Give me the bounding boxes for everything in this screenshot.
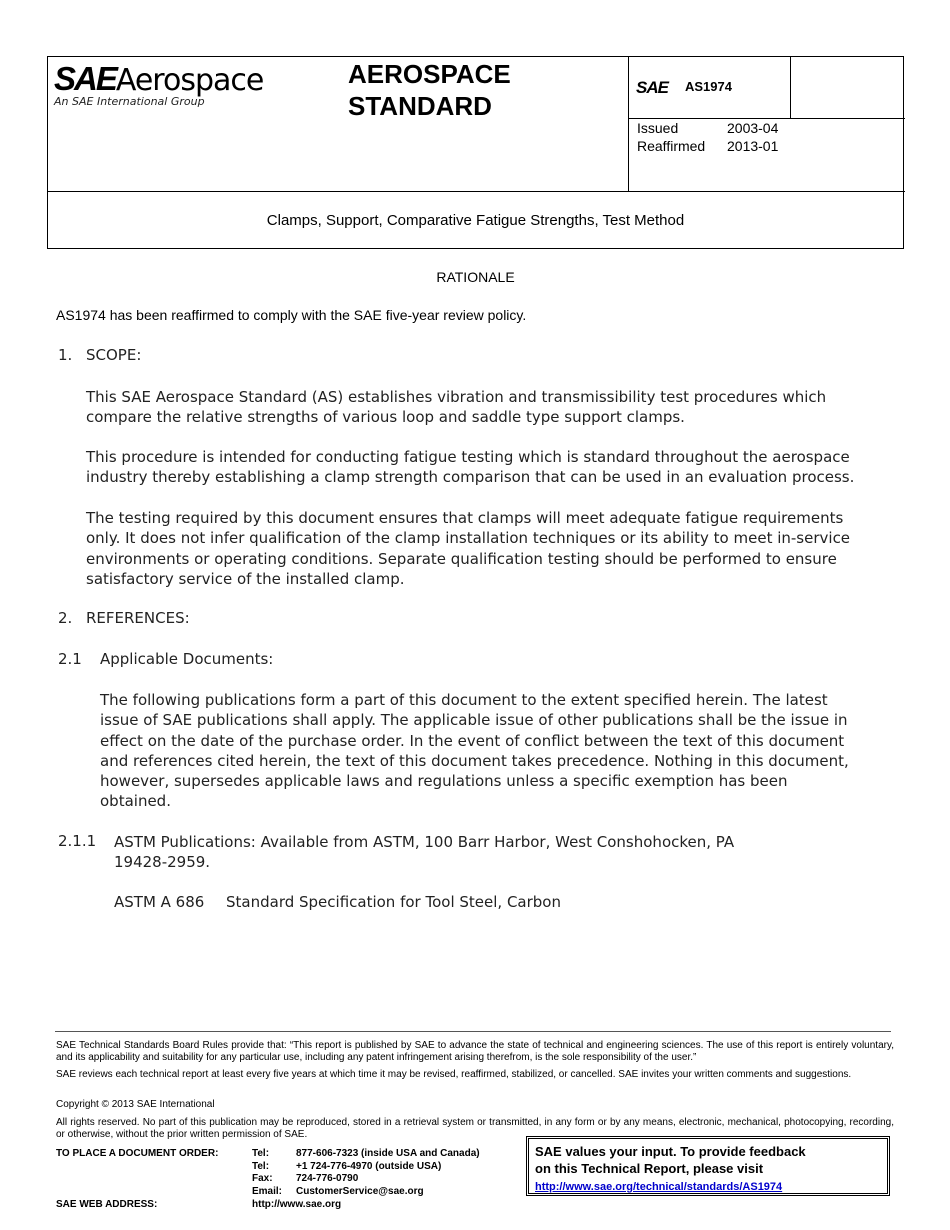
text-line: 19428-2959. — [114, 853, 211, 872]
text-line: compare the relative strengths of various loop and saddle type support clamps. — [86, 408, 685, 427]
text-line: obtained. — [100, 792, 171, 811]
divider — [790, 57, 791, 118]
fax-value: 724-776-0790 — [296, 1173, 359, 1184]
footer-rights: All rights reserved. No part of this publication may be reproduced, stored in a retrieval system or transmitted, in any form or by any means, electronic, mechanical, photocopying, recording, or otherwise, without the prior written permission of SAE. — [56, 1117, 894, 1140]
references-number: 2. — [58, 609, 73, 627]
text-line: The testing required by this document ensures that clamps will meet adequate fatigue requirements — [86, 509, 844, 527]
fax-label: Fax: — [252, 1173, 273, 1184]
feedback-box — [526, 1136, 890, 1196]
sae-aerospace-logo — [54, 60, 299, 116]
astm-paragraph — [114, 832, 734, 873]
footer-review: SAE reviews each technical report at least every five years at which time it may be revised, reaffirmed, stabilized, or cancelled. SAE invites your written comments and suggestions. — [56, 1069, 852, 1080]
tel-value: +1 724-776-4970 (outside USA) — [296, 1160, 442, 1172]
rationale-heading: RATIONALE — [436, 269, 515, 285]
text-line: only. It does not infer qualification of the clamp installation techniques or its ability to meet in-service — [86, 529, 851, 548]
sae-small-logo: SAE — [636, 78, 668, 97]
email-label: Email: — [252, 1185, 283, 1197]
scope-paragraph-2 — [86, 447, 854, 488]
scope-number: 1. — [58, 346, 73, 364]
text-line: The following publications form a part of this document to the extent specified herein. The latest — [100, 691, 828, 709]
issued-label: Issued — [637, 120, 679, 136]
text-line: issue of SAE publications shall apply. The applicable issue of other publications shall be the issue in — [100, 711, 848, 730]
web-value[interactable]: http://www.sae.org — [252, 1199, 342, 1210]
reaffirmed-label: Reaffirmed — [637, 138, 706, 154]
order-label: TO PLACE A DOCUMENT ORDER: — [56, 1148, 219, 1159]
reaffirmed-value: 2013-01 — [727, 138, 779, 154]
tel-label: Tel: — [252, 1148, 270, 1159]
issued-value: 2003-04 — [727, 120, 779, 136]
feedback-text: on this Technical Report, please visit — [535, 1161, 764, 1176]
text-line: industry thereby establishing a clamp strength comparison that can be used in an evaluation process. — [86, 468, 855, 487]
text-line: ASTM Publications: Available from ASTM, 100 Barr Harbor, West Conshohocken, PA — [114, 833, 735, 851]
text-line: environments or operating conditions. Separate qualification testing should be performed to ensure — [86, 549, 837, 568]
text-line: satisfactory service of the installed clamp. — [86, 569, 405, 588]
text-line: This SAE Aerospace Standard (AS) establishes vibration and transmissibility test procedures which — [86, 388, 827, 406]
web-label: SAE WEB ADDRESS: — [56, 1199, 158, 1210]
logo-aerospace: Aerospace — [115, 63, 264, 98]
scope-heading: SCOPE: — [86, 346, 142, 364]
standard-type-line1: AEROSPACE — [348, 59, 511, 89]
applicable-docs-paragraph — [100, 690, 849, 812]
text-line: This procedure is intended for conducting fatigue testing which is standard throughout the aerospace — [86, 448, 850, 466]
issue-dates — [637, 119, 778, 155]
standard-type-line2: STANDARD — [348, 91, 492, 121]
divider — [628, 57, 629, 191]
tel-value: 877-606-7323 (inside USA and Canada) — [296, 1148, 480, 1159]
document-number: AS1974 — [685, 79, 732, 94]
footer-divider — [55, 1031, 891, 1032]
text-line: however, supersedes applicable laws and regulations unless a specific exemption has been — [100, 772, 788, 791]
footer-rules: SAE Technical Standards Board Rules provide that: “This report is published by SAE to advance the state of technical and engineering sciences. The use of this report is entirely voluntary, and its applicability and suitability for any particular use, including any patent infringement arising therefrom, is the sole responsibility of the user.” — [56, 1040, 894, 1063]
astm-number: 2.1.1 — [58, 832, 97, 850]
feedback-link[interactable]: http://www.sae.org/technical/standards/AS1974 — [535, 1181, 783, 1193]
text-line: and references cited herein, the text of this document takes precedence. Nothing in this document, — [100, 751, 849, 770]
applicable-docs-heading: Applicable Documents: — [100, 650, 274, 668]
logo-subtitle: An SAE International Group — [54, 95, 205, 108]
rationale-text: AS1974 has been reaffirmed to comply with the SAE five-year review policy. — [56, 307, 527, 323]
astm-item-title: Standard Specification for Tool Steel, Carbon — [226, 893, 561, 911]
tel-label: Tel: — [252, 1160, 270, 1172]
standard-type — [348, 58, 511, 122]
astm-item-code: ASTM A 686 — [114, 893, 205, 911]
order-contact-values — [296, 1148, 480, 1198]
references-heading: REFERENCES: — [86, 609, 190, 627]
text-line: effect on the date of the purchase order. In the event of conflict between the text of this document — [100, 731, 845, 750]
order-contact-labels — [252, 1148, 282, 1198]
scope-paragraph-3 — [86, 508, 850, 589]
applicable-docs-number: 2.1 — [58, 650, 82, 668]
document-title: Clamps, Support, Comparative Fatigue Strengths, Test Method — [266, 212, 685, 229]
email-value: CustomerService@sae.org — [296, 1185, 424, 1197]
logo-sae: SAE — [54, 60, 116, 97]
scope-paragraph-1 — [86, 387, 826, 428]
divider — [48, 191, 905, 192]
feedback-text: SAE values your input. To provide feedback — [535, 1144, 806, 1159]
footer-copyright: Copyright © 2013 SAE International — [56, 1099, 215, 1110]
